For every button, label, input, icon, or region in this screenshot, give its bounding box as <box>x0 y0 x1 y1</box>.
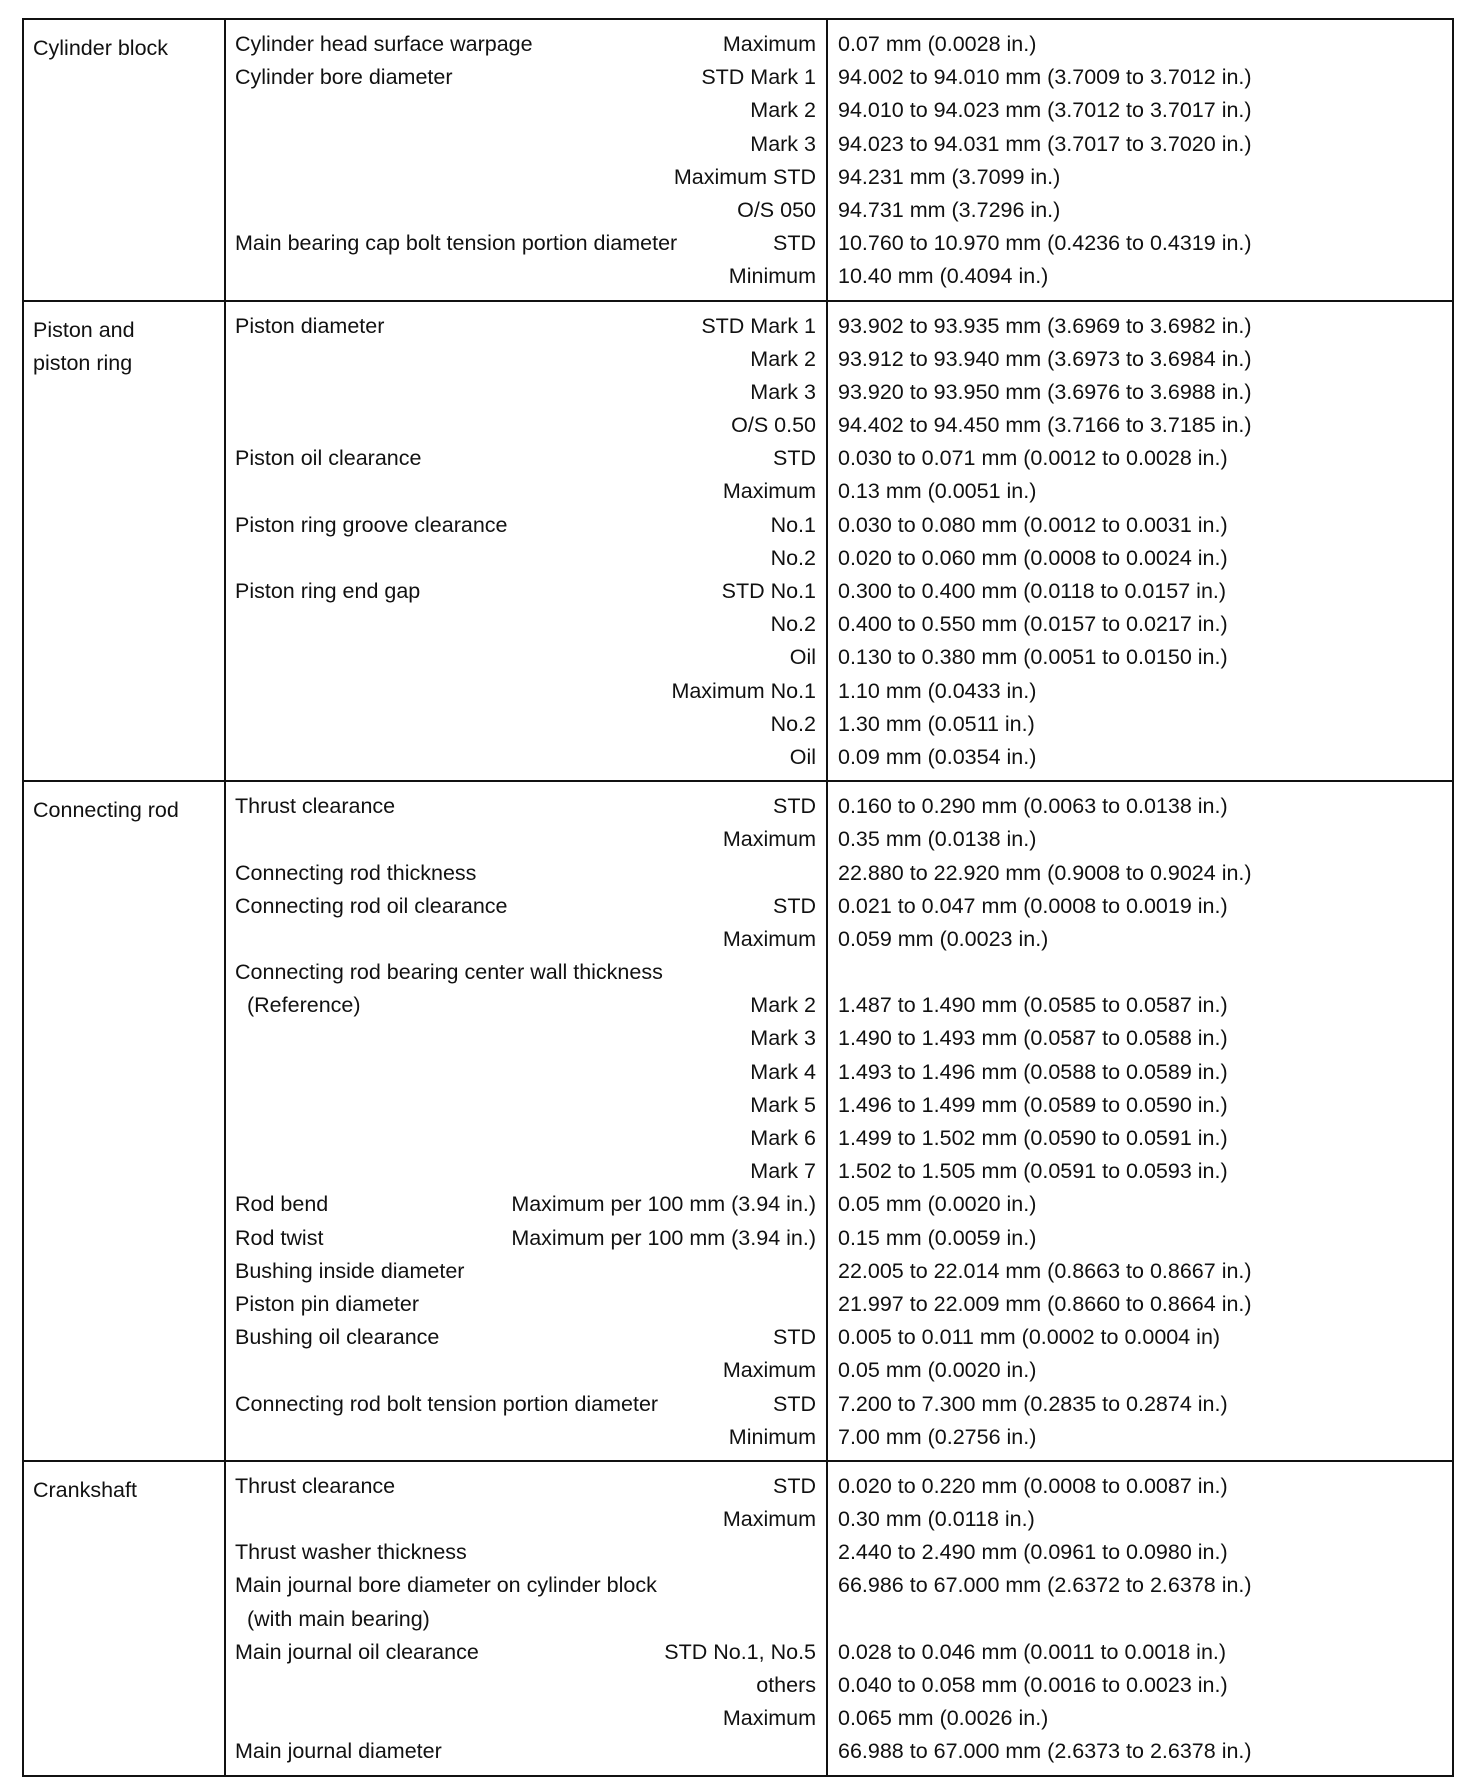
spec-section <box>23 781 1453 1461</box>
spec-item-line <box>226 227 826 260</box>
spec-item-line <box>226 1470 826 1503</box>
spec-item-line <box>226 1188 826 1221</box>
spec-condition: Maximum STD <box>673 164 816 189</box>
spec-item-line <box>226 923 826 956</box>
spec-value: 93.902 to 93.935 mm (3.6969 to 3.6982 in.) <box>838 313 1252 338</box>
spec-value: 0.300 to 0.400 mm (0.0118 to 0.0157 in.) <box>838 579 1227 603</box>
spec-condition: O/S 0.50 <box>731 413 816 438</box>
spec-condition: STD <box>773 1473 816 1498</box>
spec-condition: Mark 3 <box>750 1026 816 1051</box>
spec-value: 93.920 to 93.950 mm (3.6976 to 3.6988 in.) <box>838 379 1252 404</box>
spec-item-label: Rod twist <box>235 1225 324 1250</box>
spec-section <box>23 1461 1453 1776</box>
spec-condition: Mark 5 <box>750 1092 816 1117</box>
spec-item-line <box>226 442 826 475</box>
spec-item-line <box>226 376 826 409</box>
value-column <box>827 781 1453 1461</box>
spec-condition: STD <box>773 794 816 819</box>
spec-condition: Mark 6 <box>750 1126 816 1150</box>
spec-condition: Maximum per 100 mm (3.94 in.) <box>511 1225 816 1250</box>
spec-condition: Maximum <box>722 1507 816 1532</box>
spec-item-line <box>226 1388 826 1421</box>
spec-value: 94.010 to 94.023 mm (3.7012 to 3.7017 in.) <box>838 98 1252 123</box>
spec-value <box>828 956 1452 989</box>
spec-item-label: Main bearing cap bolt tension portion diameter <box>235 231 678 256</box>
spec-condition: STD <box>773 446 816 471</box>
spec-value: 1.496 to 1.499 mm (0.0589 to 0.0590 in.) <box>838 1092 1228 1117</box>
spec-item-line <box>226 343 826 376</box>
spec-value: 0.30 mm (0.0118 in.) <box>838 1507 1035 1532</box>
spec-value <box>828 1603 1452 1636</box>
spec-item-line <box>226 61 826 94</box>
spec-item-label: Cylinder bore diameter <box>235 65 453 90</box>
value-column <box>827 1461 1453 1776</box>
spec-value: 1.10 mm (0.0433 in.) <box>838 678 1037 703</box>
spec-value: 10.760 to 10.970 mm (0.4236 to 0.4319 in.) <box>838 231 1252 256</box>
spec-value: 0.005 to 0.011 mm (0.0002 to 0.0004 in) <box>838 1325 1221 1350</box>
spec-item-line <box>226 989 826 1022</box>
spec-item-line <box>226 1536 826 1569</box>
spec-value: 1.490 to 1.493 mm (0.0587 to 0.0588 in.) <box>838 1026 1228 1051</box>
spec-condition: Mark 2 <box>750 993 816 1018</box>
spec-value: 0.020 to 0.060 mm (0.0008 to 0.0024 in.) <box>838 545 1228 570</box>
spec-value: 0.021 to 0.047 mm (0.0008 to 0.0019 in.) <box>838 893 1228 918</box>
spec-value: 0.030 to 0.080 mm (0.0012 to 0.0031 in.) <box>838 512 1228 537</box>
spec-value: 66.988 to 67.000 mm (2.6373 to 2.6378 in.) <box>838 1739 1252 1764</box>
spec-condition: others <box>756 1673 816 1697</box>
spec-condition: Mark 2 <box>750 98 816 123</box>
item-column <box>225 19 827 301</box>
spec-condition: Maximum <box>722 1706 816 1731</box>
spec-item-line <box>226 1122 826 1155</box>
spec-value: 93.912 to 93.940 mm (3.6973 to 3.6984 in.) <box>838 346 1252 371</box>
spec-value: 66.986 to 67.000 mm (2.6372 to 2.6378 in.) <box>838 1573 1252 1598</box>
spec-item-line <box>226 94 826 127</box>
spec-item-label: Thrust washer thickness <box>235 1540 467 1565</box>
spec-value: 0.059 mm (0.0023 in.) <box>838 926 1049 951</box>
spec-item-line <box>226 1569 826 1602</box>
spec-item-line <box>226 641 826 674</box>
spec-item-label: Connecting rod bearing center wall thickness <box>235 960 663 985</box>
spec-item-line <box>226 741 826 774</box>
section-name: Crankshaft <box>23 1461 225 1776</box>
spec-item-line <box>226 1255 826 1288</box>
spec-item-line <box>226 542 826 575</box>
spec-item-label: Thrust clearance <box>235 1473 396 1498</box>
spec-item-label: Bushing oil clearance <box>235 1325 440 1350</box>
item-column <box>225 301 827 782</box>
spec-value: 0.020 to 0.220 mm (0.0008 to 0.0087 in.) <box>838 1473 1228 1498</box>
spec-item-line <box>226 1022 826 1055</box>
spec-item-label: Cylinder head surface warpage <box>235 32 533 56</box>
spec-item-line <box>226 1321 826 1354</box>
spec-condition: No.2 <box>770 711 816 736</box>
spec-condition: STD <box>773 231 816 256</box>
section-name: Connecting rod <box>23 781 225 1461</box>
spec-section <box>23 19 1453 301</box>
spec-value: 0.030 to 0.071 mm (0.0012 to 0.0028 in.) <box>838 446 1228 471</box>
spec-item-line <box>226 823 826 856</box>
spec-item-line <box>226 1288 826 1321</box>
spec-item-line <box>226 608 826 641</box>
spec-condition: Maximum <box>722 1358 816 1383</box>
spec-condition: Maximum per 100 mm (3.94 in.) <box>511 1192 816 1217</box>
spec-item-line <box>226 1603 826 1636</box>
section-name: Cylinder block <box>23 19 225 301</box>
spec-item-line <box>226 509 826 542</box>
spec-item-line <box>226 675 826 708</box>
spec-value: 1.493 to 1.496 mm (0.0588 to 0.0589 in.) <box>838 1059 1228 1084</box>
spec-item-line <box>226 194 826 227</box>
spec-value: 0.15 mm (0.0059 in.) <box>838 1225 1037 1250</box>
spec-value: 0.13 mm (0.0051 in.) <box>838 479 1037 504</box>
spec-value: 94.402 to 94.450 mm (3.7166 to 3.7185 in.) <box>838 413 1252 438</box>
spec-item-line <box>226 1669 826 1702</box>
spec-condition: Minimum <box>728 264 816 289</box>
spec-item-label: Connecting rod oil clearance <box>235 893 508 918</box>
spec-item-label: (with main bearing) <box>247 1606 430 1631</box>
spec-item-label: Thrust clearance <box>235 794 396 819</box>
spec-item-label: Main journal bore diameter on cylinder block <box>235 1573 657 1598</box>
spec-item-label: Piston ring end gap <box>235 579 421 603</box>
spec-item-line <box>226 890 826 923</box>
section-row <box>23 781 1453 1461</box>
spec-value: 21.997 to 22.009 mm (0.8660 to 0.8664 in.) <box>838 1291 1252 1316</box>
spec-condition: Maximum <box>722 32 816 56</box>
spec-item-line <box>226 857 826 890</box>
spec-item-line <box>226 1155 826 1188</box>
spec-item-line <box>226 1089 826 1122</box>
spec-condition: Oil <box>789 744 816 769</box>
spec-condition: Maximum <box>722 926 816 951</box>
spec-value: 0.09 mm (0.0354 in.) <box>838 744 1037 769</box>
spec-item-label: Main journal oil clearance <box>235 1639 479 1664</box>
spec-condition: STD <box>773 1391 816 1416</box>
spec-condition: Oil <box>789 645 816 670</box>
spec-item-line <box>226 161 826 194</box>
spec-value: 0.065 mm (0.0026 in.) <box>838 1706 1049 1731</box>
spec-condition: Maximum <box>722 479 816 504</box>
spec-condition: Mark 2 <box>750 346 816 371</box>
spec-condition: STD No.1, No.5 <box>664 1639 816 1664</box>
spec-condition: Maximum No.1 <box>671 678 816 703</box>
spec-value: 94.002 to 94.010 mm (3.7009 to 3.7012 in.) <box>838 65 1252 90</box>
spec-condition: No.1 <box>770 512 816 537</box>
spec-item-label: Connecting rod thickness <box>235 860 477 885</box>
spec-item-line <box>226 128 826 161</box>
spec-condition: O/S 050 <box>737 197 816 222</box>
spec-condition: Mark 3 <box>750 379 816 404</box>
spec-item-line <box>226 310 826 343</box>
spec-item-line <box>226 260 826 293</box>
value-column <box>827 301 1453 782</box>
spec-condition: Minimum <box>728 1424 816 1449</box>
spec-value: 7.00 mm (0.2756 in.) <box>838 1424 1037 1449</box>
spec-item-line <box>226 1056 826 1089</box>
spec-item-line <box>226 790 826 823</box>
section-row <box>23 1461 1453 1776</box>
item-column <box>225 1461 827 1776</box>
spec-value: 94.731 mm (3.7296 in.) <box>838 197 1061 222</box>
spec-table <box>22 18 1454 1777</box>
section-row <box>23 19 1453 301</box>
spec-section <box>23 301 1453 782</box>
spec-item-label: Piston oil clearance <box>235 446 422 471</box>
spec-value: 0.05 mm (0.0020 in.) <box>838 1192 1037 1217</box>
spec-item-label: Piston ring groove clearance <box>235 512 508 537</box>
spec-condition: Mark 7 <box>750 1159 816 1184</box>
spec-value: 94.023 to 94.031 mm (3.7017 to 3.7020 in.) <box>838 131 1252 156</box>
section-row <box>23 301 1453 782</box>
value-column <box>827 19 1453 301</box>
spec-condition: STD Mark 1 <box>701 65 816 90</box>
section-name: Piston and piston ring <box>23 301 225 782</box>
spec-value: 2.440 to 2.490 mm (0.0961 to 0.0980 in.) <box>838 1540 1228 1565</box>
spec-value: 7.200 to 7.300 mm (0.2835 to 0.2874 in.) <box>838 1391 1228 1416</box>
spec-item-label: Main journal diameter <box>235 1739 442 1764</box>
spec-condition: STD No.1 <box>721 579 816 603</box>
spec-item-line <box>226 409 826 442</box>
spec-item-label: Connecting rod bolt tension portion diameter <box>235 1391 659 1416</box>
spec-value: 22.880 to 22.920 mm (0.9008 to 0.9024 in.) <box>838 860 1252 885</box>
spec-item-line <box>226 1421 826 1454</box>
spec-value: 0.130 to 0.380 mm (0.0051 to 0.0150 in.) <box>838 645 1228 670</box>
spec-item-line <box>226 1503 826 1536</box>
spec-item-label: Bushing inside diameter <box>235 1258 465 1283</box>
spec-item-label: Rod bend <box>235 1192 329 1217</box>
spec-value: 0.35 mm (0.0138 in.) <box>838 827 1037 852</box>
spec-condition: STD <box>773 893 816 918</box>
spec-value: 1.487 to 1.490 mm (0.0585 to 0.0587 in.) <box>838 993 1228 1018</box>
spec-condition: Mark 4 <box>750 1059 816 1084</box>
spec-value: 1.502 to 1.505 mm (0.0591 to 0.0593 in.) <box>838 1159 1228 1184</box>
spec-item-line <box>226 575 826 608</box>
spec-condition: STD Mark 1 <box>701 313 816 338</box>
spec-condition: Mark 3 <box>750 131 816 156</box>
spec-value: 1.499 to 1.502 mm (0.0590 to 0.0591 in.) <box>838 1126 1228 1150</box>
spec-item-line <box>226 28 826 61</box>
spec-item-line <box>226 475 826 508</box>
spec-condition: Maximum <box>722 827 816 852</box>
spec-item-line <box>226 708 826 741</box>
spec-value: 1.30 mm (0.0511 in.) <box>838 711 1035 736</box>
spec-value: 0.07 mm (0.0028 in.) <box>838 32 1037 56</box>
spec-item-label: Piston diameter <box>235 313 385 338</box>
spec-condition: No.2 <box>770 612 816 637</box>
spec-value: 0.028 to 0.046 mm (0.0011 to 0.0018 in.) <box>838 1639 1227 1664</box>
item-column <box>225 781 827 1461</box>
spec-value: 22.005 to 22.014 mm (0.8663 to 0.8667 in.) <box>838 1258 1252 1283</box>
spec-condition: STD <box>773 1325 816 1350</box>
spec-value: 0.160 to 0.290 mm (0.0063 to 0.0138 in.) <box>838 794 1228 819</box>
spec-value: 0.05 mm (0.0020 in.) <box>838 1358 1037 1383</box>
spec-value: 0.400 to 0.550 mm (0.0157 to 0.0217 in.) <box>838 612 1228 637</box>
spec-item-line <box>226 1354 826 1387</box>
spec-value: 10.40 mm (0.4094 in.) <box>838 264 1049 289</box>
spec-item-label: (Reference) <box>247 993 361 1018</box>
spec-value: 94.231 mm (3.7099 in.) <box>838 164 1061 189</box>
spec-item-line <box>226 1735 826 1768</box>
spec-item-line <box>226 1636 826 1669</box>
spec-condition: No.2 <box>770 545 816 570</box>
spec-item-label: Piston pin diameter <box>235 1291 420 1316</box>
spec-item-line <box>226 1222 826 1255</box>
spec-item-line <box>226 1702 826 1735</box>
spec-item-line <box>226 956 826 989</box>
spec-value: 0.040 to 0.058 mm (0.0016 to 0.0023 in.) <box>838 1673 1228 1697</box>
